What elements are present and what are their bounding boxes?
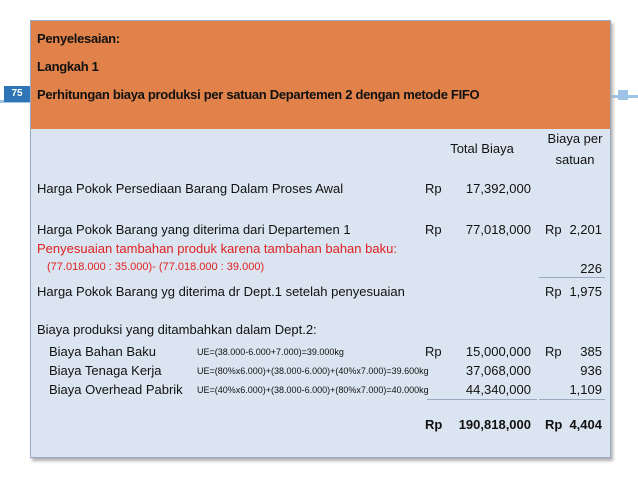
row-label: Biaya produksi yang ditambahkan dalam Dept.2: — [37, 322, 317, 337]
unit-value: 936 — [580, 363, 602, 378]
table-header — [31, 21, 610, 129]
row-label: Penyesuaian tambahan produk karena tambahan bahan baku: — [37, 241, 397, 256]
formula-text: UE=(80%x6.000)+(38.000-6.000)+(40%x7.000)=39.600kg — [197, 366, 429, 376]
unit-value: 226 — [580, 261, 602, 276]
total-value: 37,068,000 — [465, 363, 531, 378]
grand-total-value: 190,818,000 — [458, 417, 531, 432]
row-label: Biaya Tenaga Kerja — [49, 363, 162, 378]
row-label: Harga Pokok Persediaan Barang Dalam Proses Awal — [37, 181, 344, 196]
currency-label: Rp — [425, 344, 442, 359]
total-value: 17,392,000 — [465, 181, 531, 196]
currency-label: Rp — [425, 417, 443, 432]
divider — [539, 399, 605, 400]
decor-square-right — [618, 90, 628, 100]
currency-label: Rp — [545, 284, 562, 299]
unit-value: 1,975 — [569, 284, 602, 299]
currency-label: Rp — [425, 181, 442, 196]
header-line-2: Langkah 1 — [37, 59, 99, 74]
slide-number: 75 — [4, 86, 30, 102]
currency-label: Rp — [545, 344, 562, 359]
currency-label: Rp — [545, 222, 562, 237]
row-label: Harga Pokok Barang yang diterima dari Departemen 1 — [37, 222, 351, 237]
divider — [539, 277, 605, 278]
col-total-biaya: Total Biaya — [450, 141, 514, 156]
header-line-1: Penyelesaian: — [37, 31, 120, 46]
currency-label: Rp — [545, 417, 563, 432]
divider — [427, 399, 537, 400]
formula-text: UE=(40%x6.000)+(38.000-6.000)+(80%x7.000)=40.000kg — [197, 385, 429, 395]
grand-total-unit: 4,404 — [569, 417, 602, 432]
row-label: Biaya Bahan Baku — [49, 344, 156, 359]
cost-table — [30, 20, 611, 458]
unit-value: 385 — [580, 344, 602, 359]
row-label: (77.018.000 : 35.000)- (77.018.000 : 39.000) — [47, 261, 265, 273]
header-line-3: Perhitungan biaya produksi per satuan Departemen 2 dengan metode FIFO — [37, 87, 480, 102]
unit-value: 1,109 — [569, 382, 602, 397]
total-value: 15,000,000 — [465, 344, 531, 359]
row-label: Harga Pokok Barang yg diterima dr Dept.1 setelah penyesuaian — [37, 284, 405, 299]
total-value: 77,018,000 — [465, 222, 531, 237]
col-biaya-per-2: satuan — [555, 152, 595, 167]
total-value: 44,340,000 — [465, 382, 531, 397]
formula-text: UE=(38.000-6.000+7.000)=39.000kg — [197, 347, 344, 357]
col-biaya-per-1: Biaya per — [547, 131, 603, 146]
unit-value: 2,201 — [569, 222, 602, 237]
row-label: Biaya Overhead Pabrik — [49, 382, 183, 397]
currency-label: Rp — [425, 222, 442, 237]
